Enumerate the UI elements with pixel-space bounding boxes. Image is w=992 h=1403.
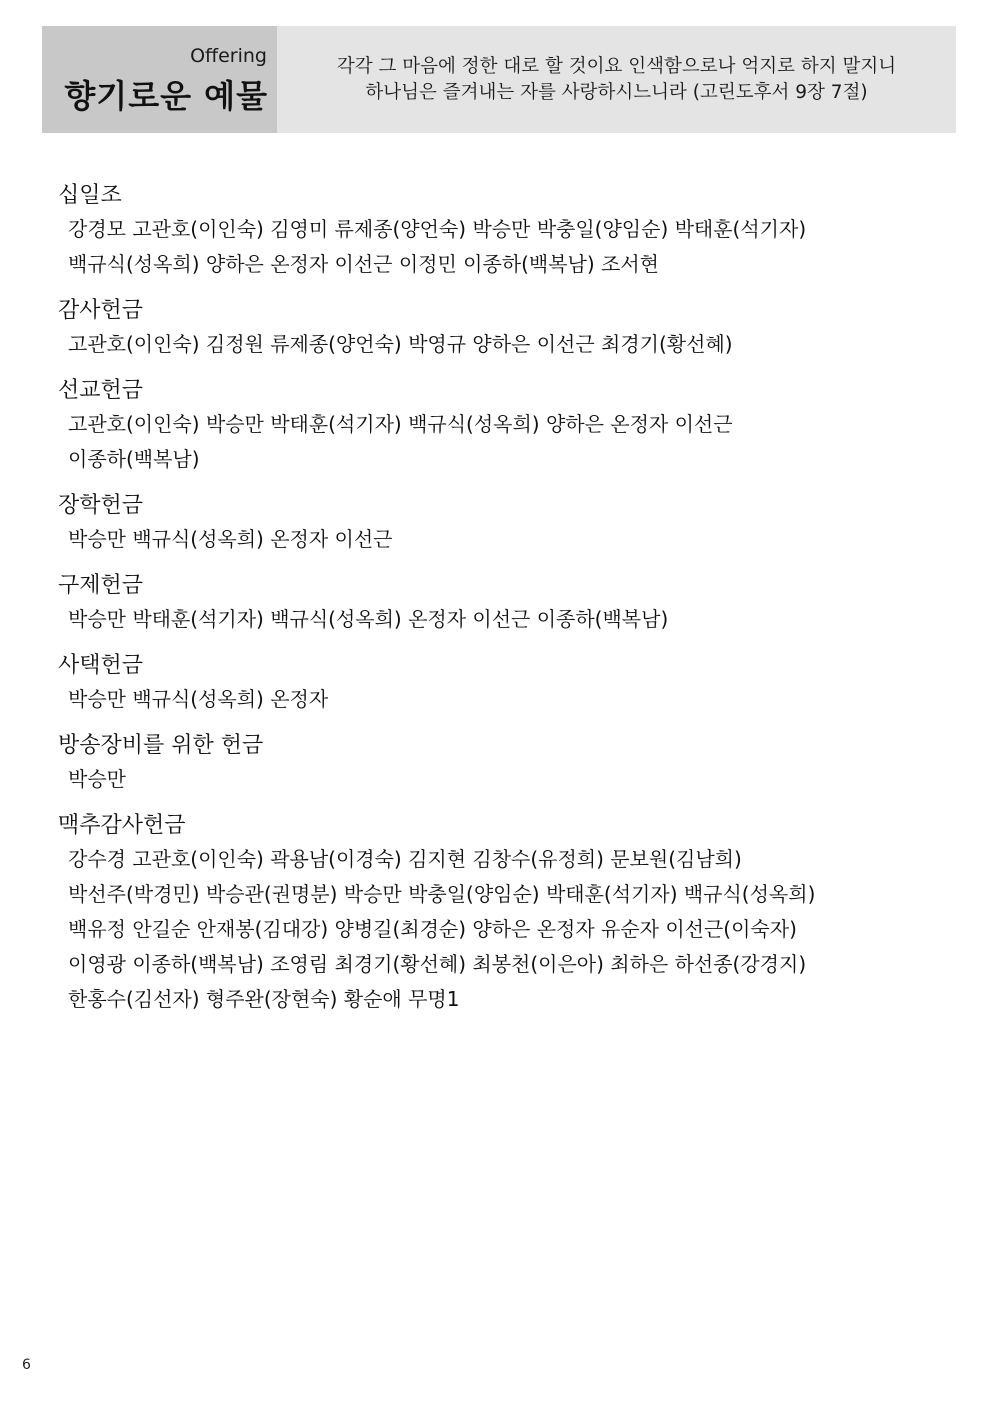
- donor-line: 이종하(백복남): [68, 447, 200, 471]
- section-broadcast-equipment: [58, 730, 938, 797]
- donor-line: 박승만: [68, 767, 126, 791]
- section-title: 방송장비를 위한 헌금: [58, 733, 264, 758]
- section-title: 사택헌금: [58, 653, 144, 678]
- header-banner: [42, 26, 956, 133]
- donor-line: 박승만 백규식(성옥희) 온정자: [68, 687, 329, 711]
- section-title: 구제헌금: [58, 573, 144, 598]
- verse-line: 각각 그 마음에 정한 대로 할 것이요 인색함으로나 억지로 하지 말지니: [336, 56, 897, 77]
- header-title-box: [42, 26, 277, 133]
- header-title-english: Offering: [190, 45, 267, 67]
- donor-line: 박승만 백규식(성옥희) 온정자 이선근: [68, 527, 393, 551]
- donor-line: 고관호(이인숙) 김정원 류제종(양언숙) 박영규 양하은 이선근 최경기(황선혜): [68, 332, 733, 356]
- donor-line: 강수경 고관호(이인숙) 곽용남(이경숙) 김지현 김창수(유정희) 문보원(김남희): [68, 847, 742, 871]
- header-title-korean: 향기로운 예물: [64, 77, 268, 115]
- section-thanksgiving: [58, 295, 938, 362]
- donor-line: 백유정 안길순 안재봉(김대강) 양병길(최경순) 양하은 온정자 유순자 이선근(이숙자): [68, 917, 797, 941]
- section-parsonage: [58, 650, 938, 717]
- header-verse: [277, 54, 956, 106]
- section-harvest-thanksgiving: [58, 810, 938, 1017]
- section-relief: [58, 570, 938, 637]
- section-title: 맥추감사헌금: [58, 813, 186, 838]
- section-title: 감사헌금: [58, 298, 144, 323]
- section-scholarship: [58, 490, 938, 557]
- section-mission: [58, 375, 938, 477]
- donor-line: 한홍수(김선자) 형주완(장현숙) 황순애 무명1: [68, 987, 460, 1011]
- donor-line: 박승만 박태훈(석기자) 백규식(성옥희) 온정자 이선근 이종하(백복남): [68, 607, 669, 631]
- offering-list: [58, 180, 938, 1030]
- section-title: 장학헌금: [58, 493, 144, 518]
- donor-line: 고관호(이인숙) 박승만 박태훈(석기자) 백규식(성옥희) 양하은 온정자 이선근: [68, 412, 733, 436]
- section-tithe: [58, 180, 938, 282]
- donor-line: 백규식(성옥희) 양하은 온정자 이선근 이정민 이종하(백복남) 조서현: [68, 252, 659, 276]
- page-number: 6: [22, 1357, 31, 1373]
- donor-line: 강경모 고관호(이인숙) 김영미 류제종(양언숙) 박승만 박충일(양임순) 박태훈(석기자): [68, 217, 807, 241]
- section-title: 선교헌금: [58, 378, 144, 403]
- donor-line: 이영광 이종하(백복남) 조영림 최경기(황선혜) 최봉천(이은아) 최하은 하선종(강경지): [68, 952, 807, 976]
- donor-line: 박선주(박경민) 박승관(권명분) 박승만 박충일(양임순) 박태훈(석기자) 백규식(성옥희): [68, 882, 816, 906]
- verse-line: 하나님은 즐겨내는 자를 사랑하시느니라 (고린도후서 9장 7절): [365, 82, 868, 103]
- section-title: 십일조: [58, 183, 122, 208]
